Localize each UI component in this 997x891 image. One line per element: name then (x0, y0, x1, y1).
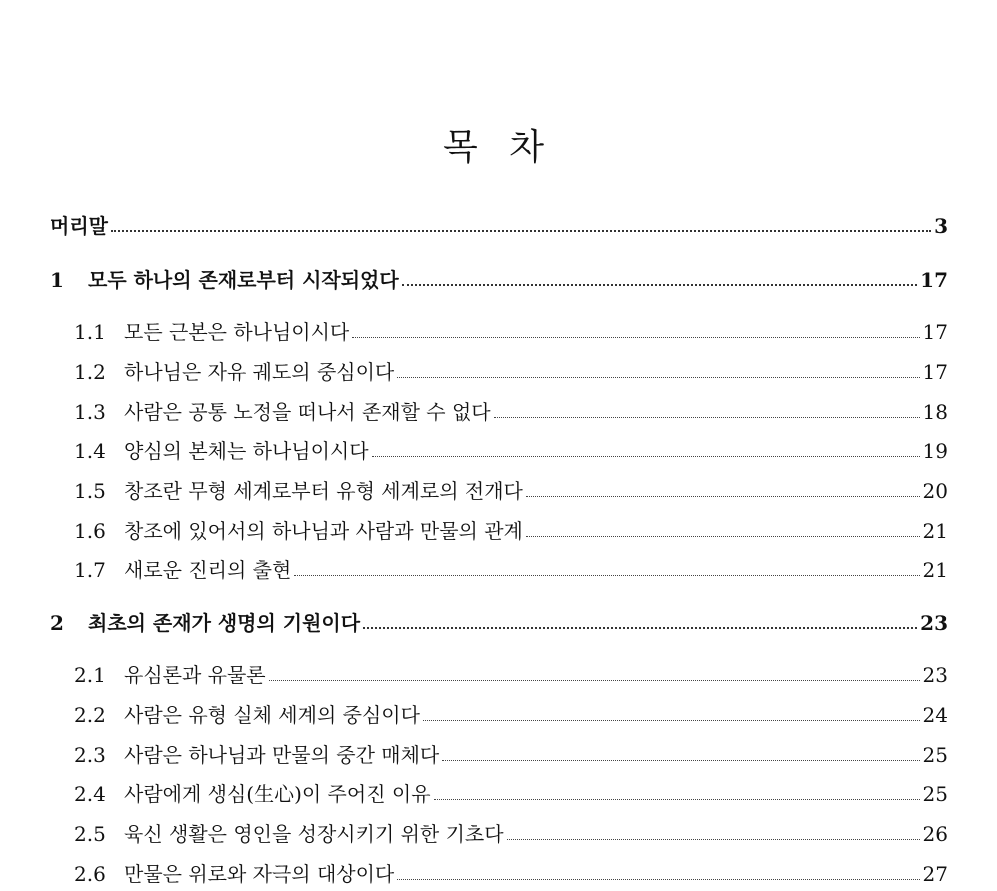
toc-entry-label: 사람에게 생심(生心)이 주어진 이유 (124, 782, 431, 806)
toc-entry-number: 2.5 (74, 822, 106, 846)
dot-leader (111, 230, 931, 232)
toc-entry-label: 창조란 무형 세계로부터 유형 세계로의 전개다 (124, 479, 523, 503)
toc-entry-1-3[interactable] (74, 394, 948, 424)
toc-entry-page: 25 (922, 782, 948, 806)
toc-entry-page: 24 (922, 703, 948, 727)
toc-entry-chapter-1[interactable] (50, 262, 948, 292)
toc-entry-number: 1.2 (74, 360, 106, 384)
toc-entry-number: 1.3 (74, 400, 106, 424)
toc-entry-number: 1 (50, 268, 64, 292)
page-title: 목 차 (443, 127, 554, 169)
toc-entry-label: 유심론과 유물론 (124, 663, 266, 687)
toc-entry-page: 23 (920, 611, 948, 635)
toc-entry-page: 17 (920, 268, 948, 292)
dot-leader (442, 760, 919, 761)
dot-leader (269, 680, 920, 681)
toc-entry-page: 21 (922, 519, 948, 543)
dot-leader (494, 417, 920, 418)
toc-entry-label: 새로운 진리의 출현 (124, 558, 292, 582)
toc-entry-1-1[interactable] (74, 314, 948, 344)
toc-entry-label: 하나님은 자유 궤도의 중심이다 (124, 360, 395, 384)
dot-leader (402, 284, 917, 286)
toc-entry-label: 최초의 존재가 생명의 기원이다 (88, 611, 361, 635)
toc-entry-number: 1.5 (74, 479, 106, 503)
toc-entry-page: 19 (922, 439, 948, 463)
toc-entry-2-2[interactable] (74, 697, 948, 727)
toc-entry-label: 만물은 위로와 자극의 대상이다 (124, 862, 395, 886)
toc-entry-number: 2 (50, 611, 64, 635)
toc-entry-page: 27 (922, 862, 948, 886)
dot-leader (397, 879, 919, 880)
toc-entry-label: 사람은 하나님과 만물의 중간 매체다 (124, 743, 440, 767)
toc-entry-1-2[interactable] (74, 354, 948, 384)
toc-entry-1-5[interactable] (74, 473, 948, 503)
dot-leader (526, 536, 920, 537)
toc-entry-page: 26 (922, 822, 948, 846)
toc-entry-label: 양심의 본체는 하나님이시다 (124, 439, 369, 463)
toc-entry-label: 육신 생활은 영인을 성장시키기 위한 기초다 (124, 822, 504, 846)
toc-entry-2-1[interactable] (74, 657, 948, 687)
toc-entry-2-3[interactable] (74, 737, 948, 767)
dot-leader (507, 839, 920, 840)
toc-entry-number: 2.6 (74, 862, 106, 886)
toc-entry-chapter-2[interactable] (50, 605, 948, 635)
dot-leader (294, 575, 919, 576)
toc-entry-page: 21 (922, 558, 948, 582)
toc-entry-2-6[interactable] (74, 856, 948, 886)
toc-entry-2-4[interactable] (74, 776, 948, 806)
toc-entry-number: 2.4 (74, 782, 106, 806)
toc-entry-2-5[interactable] (74, 816, 948, 846)
toc-entry-page: 17 (922, 360, 948, 384)
toc-entry-label: 머리말 (50, 214, 108, 238)
toc-entry-number: 1.1 (74, 320, 106, 344)
toc-entry-1-7[interactable] (74, 552, 948, 582)
toc-entry-page: 18 (922, 400, 948, 424)
toc-entry-1-4[interactable] (74, 433, 948, 463)
toc-entry-page: 25 (922, 743, 948, 767)
toc-entry-page: 20 (922, 479, 948, 503)
toc-entry-label: 모든 근본은 하나님이시다 (124, 320, 350, 344)
toc-entry-1-6[interactable] (74, 513, 948, 543)
toc-entry-label: 사람은 유형 실체 세계의 중심이다 (124, 703, 420, 727)
toc-entry-number: 2.2 (74, 703, 106, 727)
toc-entry-preface[interactable] (50, 208, 948, 238)
dot-leader (397, 377, 919, 378)
toc-entry-number: 1.6 (74, 519, 106, 543)
toc-entry-page: 17 (922, 320, 948, 344)
dot-leader (352, 337, 919, 338)
dot-leader (372, 456, 920, 457)
dot-leader (434, 799, 920, 800)
toc-entry-number: 2.1 (74, 663, 106, 687)
toc-entry-page: 23 (922, 663, 948, 687)
toc-entry-label: 사람은 공통 노정을 떠나서 존재할 수 없다 (124, 400, 491, 424)
toc-entry-number: 1.7 (74, 558, 106, 582)
toc-entry-label: 모두 하나의 존재로부터 시작되었다 (88, 268, 399, 292)
toc-entry-label: 창조에 있어서의 하나님과 사람과 만물의 관계 (124, 519, 523, 543)
dot-leader (526, 496, 920, 497)
dot-leader (423, 720, 920, 721)
toc-entry-page: 3 (934, 214, 948, 238)
dot-leader (363, 627, 917, 629)
toc-entry-number: 1.4 (74, 439, 106, 463)
toc-entry-number: 2.3 (74, 743, 106, 767)
